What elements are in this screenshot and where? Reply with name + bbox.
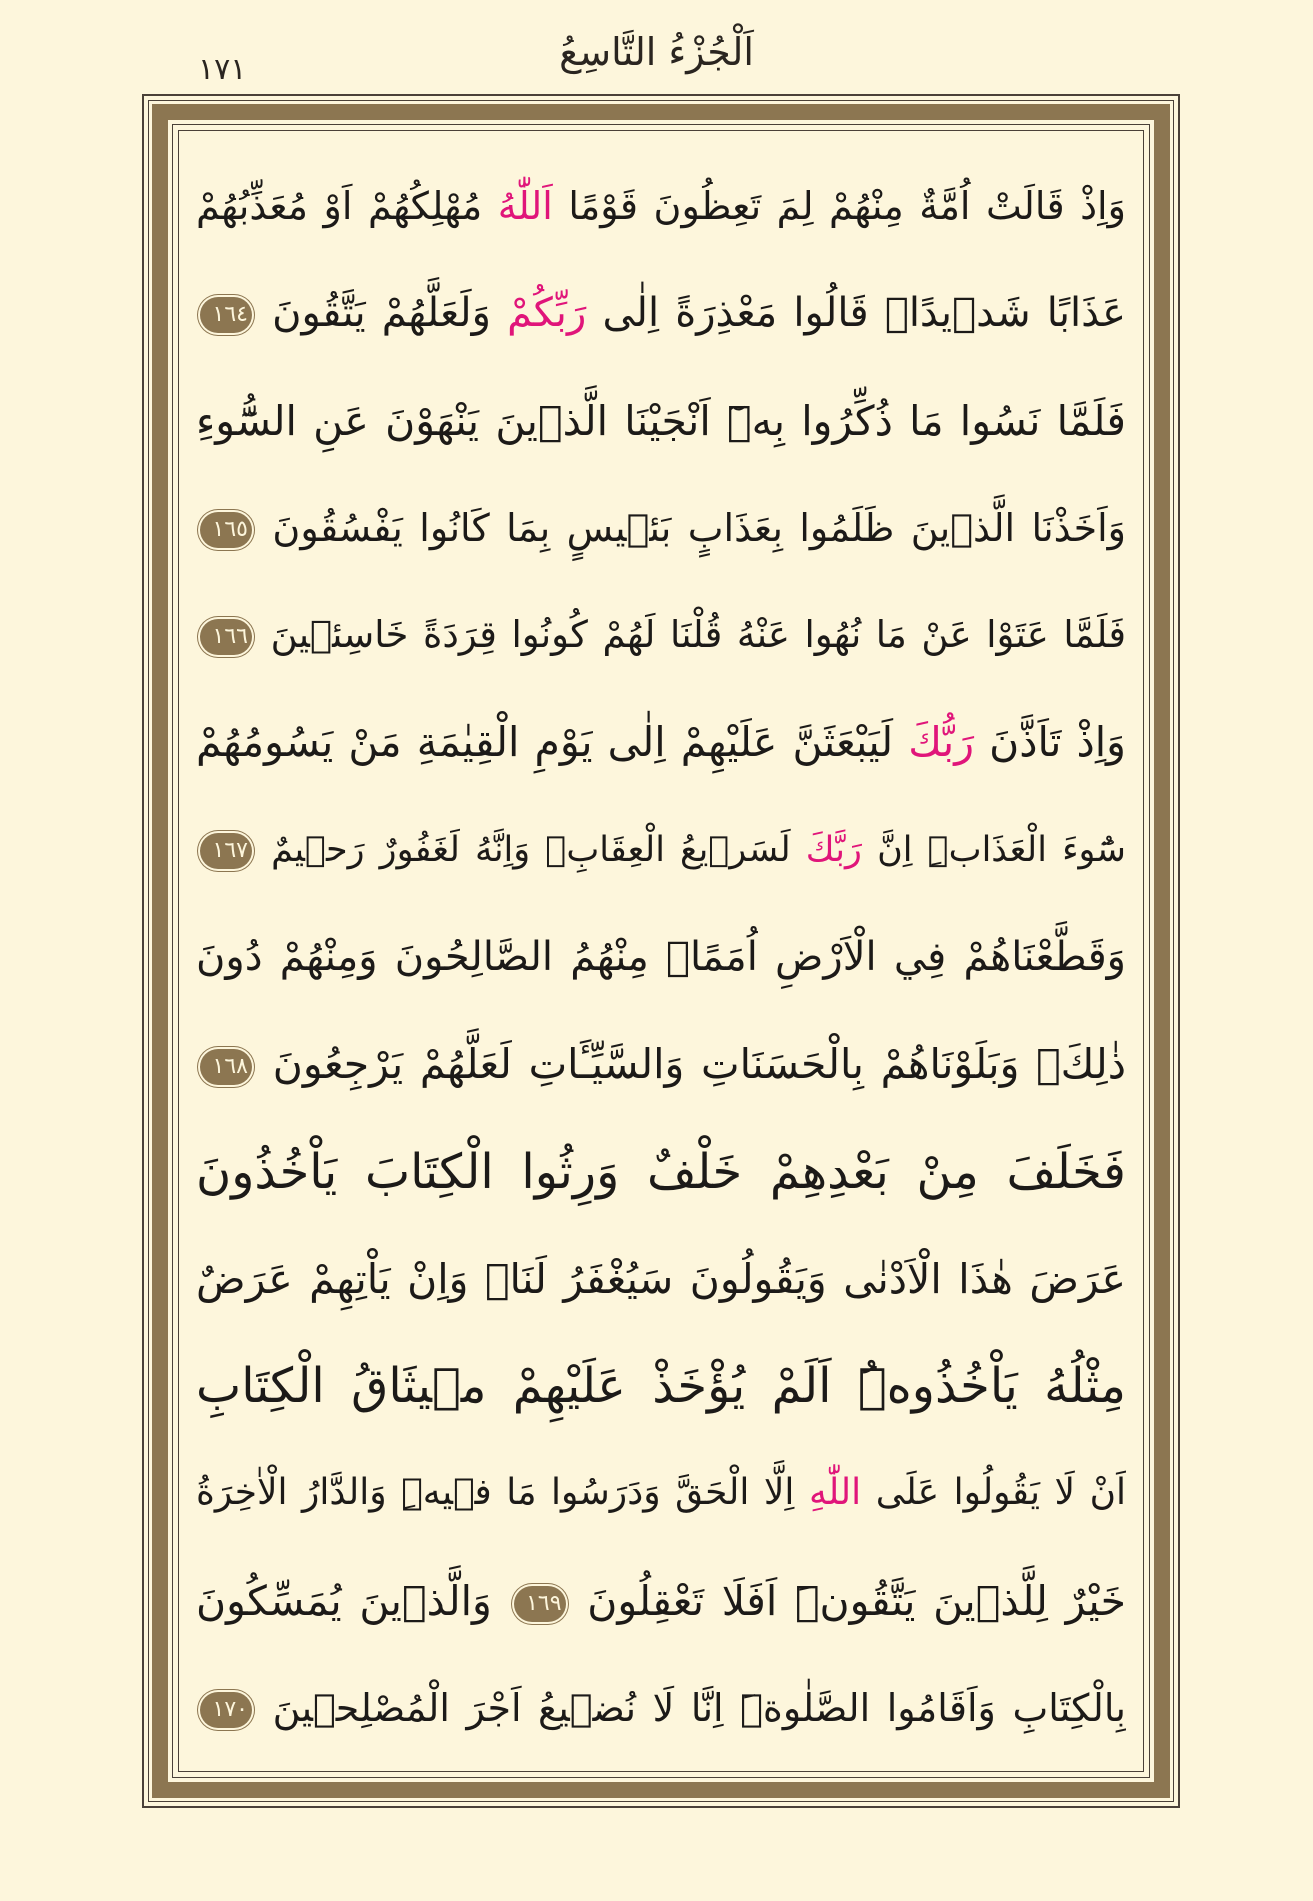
- line-segment: لَيَبْعَثَنَّ عَلَيْهِمْ اِلٰى يَوْمِ الْقِيٰمَةِ مَنْ يَسُومُهُمْ: [196, 718, 894, 767]
- line-segment: اَنْ لَا يَقُولُوا عَلَى: [875, 1472, 1126, 1514]
- text-line-11: [196, 1231, 1126, 1327]
- line-segment: وَلَعَلَّهُمْ يَتَّقُونَ: [272, 290, 491, 337]
- text-line-5: [196, 587, 1126, 683]
- line-segment: مِثْلُهُ يَاْخُذُوهُۜ اَلَمْ يُؤْخَذْ عَلَيْهِمْ م۪يثَاقُ الْكِتَابِ: [196, 1358, 1126, 1415]
- text-line-6: [196, 694, 1126, 790]
- page-number: ١٧١: [198, 52, 247, 87]
- line-segment: فَخَلَفَ مِنْ بَعْدِهِمْ خَلْفٌ وَرِثُوا الْكِتَابَ يَاْخُذُونَ: [196, 1143, 1126, 1200]
- line-segment: عَذَابًا شَد۪يدًاۜ قَالُوا مَعْذِرَةً اِلٰى: [602, 290, 1126, 337]
- page-title: اَلْجُزْءُ التَّاسِعُ: [559, 30, 754, 74]
- text-line-12: [196, 1338, 1126, 1434]
- line-segment: خَيْرٌ لِلَّذ۪ينَ يَتَّقُونَۜ اَفَلَا تَعْقِلُونَ: [587, 1576, 1126, 1625]
- divine-name: رَبَّكَ: [805, 829, 862, 870]
- verse-number-marker: ١٦٦: [200, 619, 252, 655]
- quran-text-block: [196, 158, 1126, 1756]
- verse-number-marker: ١٦٥: [200, 512, 252, 548]
- line-segment: ذٰلِكَۘ وَبَلَوْنَاهُمْ بِالْحَسَنَاتِ وَالسَّيِّـَٔاتِ لَعَلَّهُمْ يَرْجِعُونَ: [272, 1040, 1126, 1089]
- verse-number-marker: ١٦٤: [200, 297, 252, 333]
- text-line-4: [196, 480, 1126, 576]
- text-line-13: [196, 1445, 1126, 1541]
- verse-number-marker: ١٧٠: [200, 1692, 252, 1728]
- text-line-1: [196, 158, 1126, 254]
- verse-number-marker: ١٦٩: [514, 1586, 566, 1622]
- text-line-2: [196, 265, 1126, 361]
- line-segment: فَلَمَّا عَتَوْا عَنْ مَا نُهُوا عَنْهُ قُلْنَا لَهُمْ كُونُوا قِرَدَةً خَاسِئ۪ينَ: [270, 613, 1126, 657]
- divine-name: اَللّٰهُ: [497, 184, 553, 228]
- line-segment: مُهْلِكُهُمْ اَوْ مُعَذِّبُهُمْ: [196, 184, 483, 228]
- line-segment: فَلَمَّا نَسُوا مَا ذُكِّرُوا بِه۪ٓ اَنْجَيْنَا الَّذ۪ينَ يَنْهَوْنَ عَنِ السُّٓوءِ: [196, 396, 1126, 445]
- text-line-3: [196, 373, 1126, 469]
- text-line-7: [196, 802, 1126, 898]
- divine-name: اللّٰهِ: [808, 1472, 862, 1514]
- text-line-10: [196, 1124, 1126, 1220]
- line-segment: اِلَّا الْحَقَّ وَدَرَسُوا مَا ف۪يهِۜ وَالدَّارُ الْاٰخِرَةُ: [196, 1472, 795, 1514]
- divine-name: رَبُّكَ: [908, 718, 974, 767]
- text-line-15: [196, 1660, 1126, 1756]
- line-segment: وَاِذْ تَاَذَّنَ: [989, 718, 1126, 767]
- line-segment: وَاَخَذْنَا الَّذ۪ينَ ظَلَمُوا بِعَذَابٍ بَئ۪يسٍ بِمَا كَانُوا يَفْسُقُونَ: [272, 505, 1126, 550]
- verse-number-marker: ١٦٨: [200, 1049, 252, 1085]
- line-segment: بِالْكِتَابِ وَاَقَامُوا الصَّلٰوةَۜ اِنَّا لَا نُض۪يعُ اَجْرَ الْمُصْلِح۪ينَ: [272, 1685, 1126, 1730]
- text-line-14: [196, 1553, 1126, 1649]
- line-segment: لَسَر۪يعُ الْعِقَابِۚ وَاِنَّهُ لَغَفُورٌ رَح۪يمٌ: [271, 829, 791, 870]
- text-line-9: [196, 1016, 1126, 1112]
- line-segment: وَالَّذ۪ينَ يُمَسِّكُونَ: [196, 1576, 492, 1625]
- verse-number-marker: ١٦٧: [200, 833, 252, 869]
- text-line-8: [196, 909, 1126, 1005]
- line-segment: سُٓوءَ الْعَذَابِۜ اِنَّ: [877, 829, 1126, 870]
- divine-name: رَبِّكُمْ: [507, 290, 587, 337]
- line-segment: وَقَطَّعْنَاهُمْ فِي الْاَرْضِ اُمَمًاۚ مِنْهُمُ الصَّالِحُونَ وَمِنْهُمْ دُونَ: [196, 933, 1126, 980]
- line-segment: عَرَضَ هٰذَا الْاَدْنٰى وَيَقُولُونَ سَيُغْفَرُ لَنَاۚ وَاِنْ يَاْتِهِمْ عَرَضٌ: [196, 1254, 1126, 1303]
- line-segment: وَاِذْ قَالَتْ اُمَّةٌ مِنْهُمْ لِمَ تَعِظُونَ قَوْمًا: [568, 184, 1126, 228]
